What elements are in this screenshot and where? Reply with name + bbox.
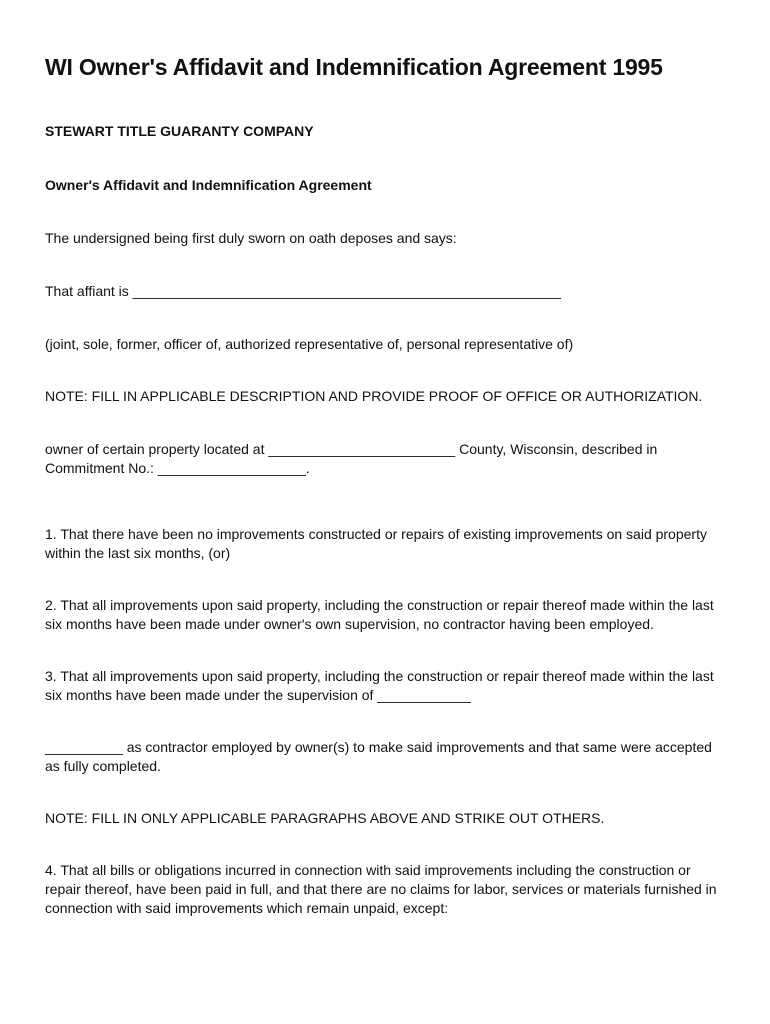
document-subtitle: Owner's Affidavit and Indemnification Agreement xyxy=(45,177,372,193)
paragraph-2: 2. That all improvements upon said property, including the construction or repair thereof made within the last six months have been made under owner's own supervision, no contractor having been employed. xyxy=(45,597,718,632)
paragraph-1: 1. That there have been no improvements constructed or repairs of existing improvements on said property within the last six months, (or) xyxy=(45,526,711,561)
capacity-options: (joint, sole, former, officer of, authorized representative of, personal representative of) xyxy=(45,336,574,352)
contractor-paragraph: __________ as contractor employed by owner(s) to make said improvements and that same were accepted as fully completed. xyxy=(45,739,716,774)
document-title: WI Owner's Affidavit and Indemnification Agreement 1995 xyxy=(45,54,663,80)
intro-paragraph: The undersigned being first duly sworn on oath deposes and says: xyxy=(45,230,457,246)
note-description: NOTE: FILL IN APPLICABLE DESCRIPTION AND PROVIDE PROOF OF OFFICE OR AUTHORIZATION. xyxy=(45,388,703,404)
paragraph-4: 4. That all bills or obligations incurred in connection with said improvements including the construction or repair thereof, have been paid in full, and that there are no claims for labor, services or materials furnished in connection with said improvements which remain unpaid, except: xyxy=(45,862,721,916)
owner-property-paragraph: owner of certain property located at ________________________ County, Wisconsin, described in Commitment No.: ___________________. xyxy=(45,441,662,476)
paragraph-3: 3. That all improvements upon said property, including the construction or repair thereof made within the last six months have been made under the supervision of ____________ xyxy=(45,668,718,703)
company-name: STEWART TITLE GUARANTY COMPANY xyxy=(45,123,314,139)
affiant-line: That affiant is _______________________________________________________ xyxy=(45,283,561,299)
note-paragraphs: NOTE: FILL IN ONLY APPLICABLE PARAGRAPHS ABOVE AND STRIKE OUT OTHERS. xyxy=(45,810,605,826)
